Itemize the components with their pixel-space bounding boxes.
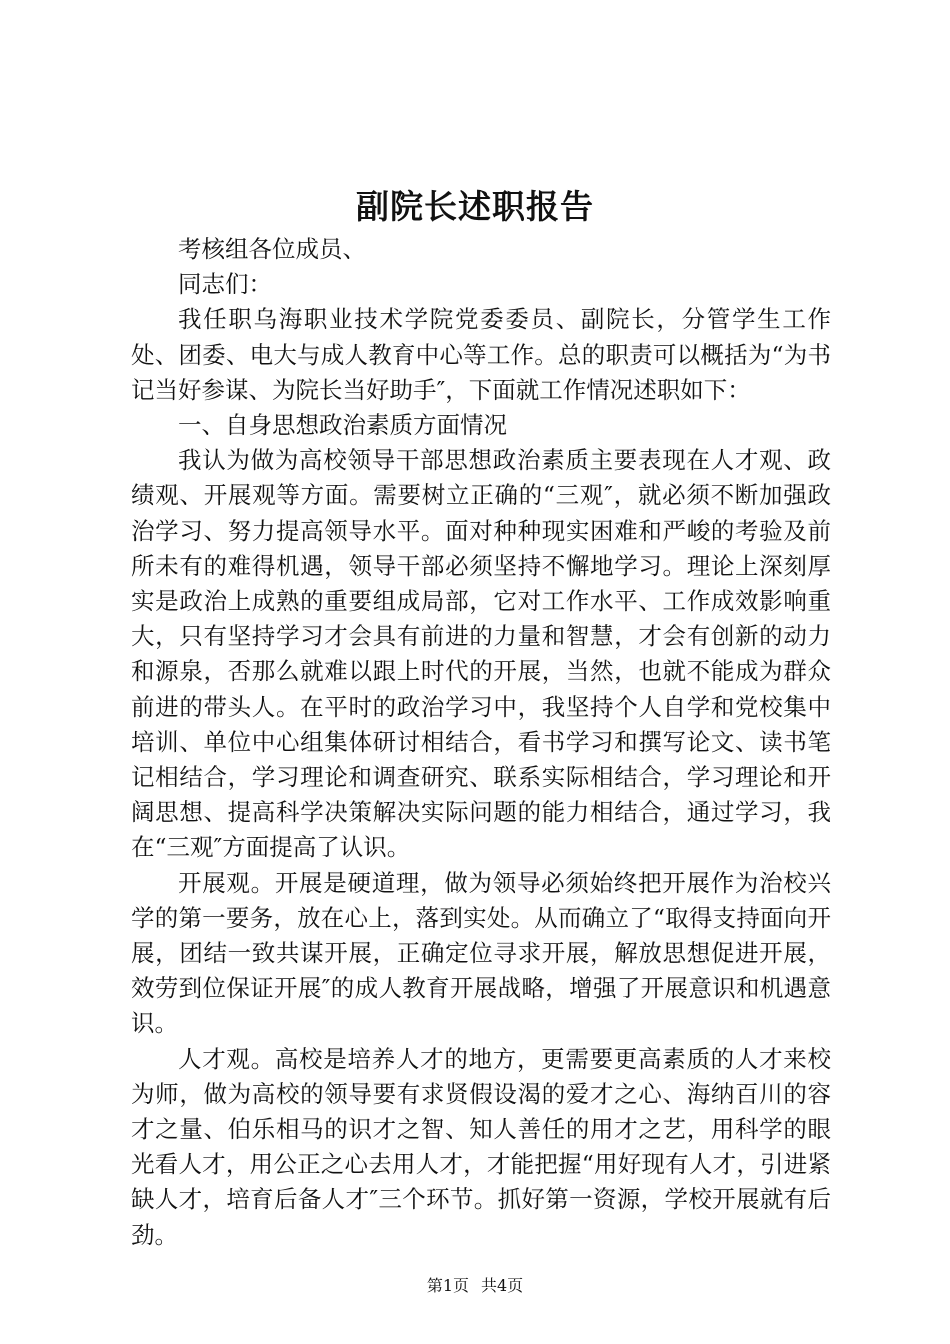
document-body	[131, 232, 831, 1253]
page-current: 第1页	[426, 1276, 469, 1295]
body-paragraph: 人才观。高校是培养人才的地方，更需要更高素质的人才来校为师，做为高校的领导要有求贤假设渴的爱才之心、海纳百川的容才之量、伯乐相马的识才之智、知人善任的用才之艺，用科学的眼光看人才，用公正之心去用人才，才能把握“用好现有人才，引进紧缺人才，培育后备人才″三个环节。抓好第一资源，学校开展就有后劲。	[131, 1044, 831, 1249]
page-number-footer	[0, 1276, 950, 1296]
intro-paragraph: 我任职乌海职业技术学院党委委员、副院长，分管学生工作处、团委、电大与成人教育中心等工作。总的职责可以概括为“为书记当好参谋、为院长当好助手″，下面就工作情况述职如下：	[131, 305, 831, 404]
salutation-line-2: 同志们：	[178, 270, 272, 299]
page-total: 共4页	[481, 1276, 524, 1295]
body-paragraph: 开展观。开展是硬道理，做为领导必须始终把开展作为治校兴学的第一要务，放在心上，落到实处。从而确立了“取得支持面向开展，团结一致共谋开展，正确定位寻求开展，解放思想促进开展，效劳到位保证开展″的成人教育开展战略，增强了开展意识和机遇意识。	[131, 868, 831, 1038]
salutation-line-1: 考核组各位成员、	[178, 235, 366, 263]
section-heading: 一、自身思想政治素质方面情况	[178, 411, 507, 440]
body-paragraph: 我认为做为高校领导干部思想政治素质主要表现在人才观、政绩观、开展观等方面。需要树立正确的“三观″，就必须不断加强政治学习、努力提高领导水平。面对种种现实困难和严峻的考验及前所未有的难得机遇，领导干部必须坚持不懈地学习。理论上深刻厚实是政治上成熟的重要组成局部，它对工作水平、工作成效影响重大，只有坚持学习才会具有前进的力量和智慧，才会有创新的动力和源泉，否那么就难以跟上时代的开展，当然，也就不能成为群众前进的带头人。在平时的政治学习中，我坚持个人自学和党校集中培训、单位中心组集体研讨相结合，看书学习和撰写论文、读书笔记相结合，学习理论和调查研究、联系实际相结合，学习理论和开阔思想、提高科学决策解决实际问题的能力相结合，通过学习，我在“三观″方面提高了认识。	[131, 446, 831, 862]
document-title: 副院长述职报告	[356, 187, 594, 226]
